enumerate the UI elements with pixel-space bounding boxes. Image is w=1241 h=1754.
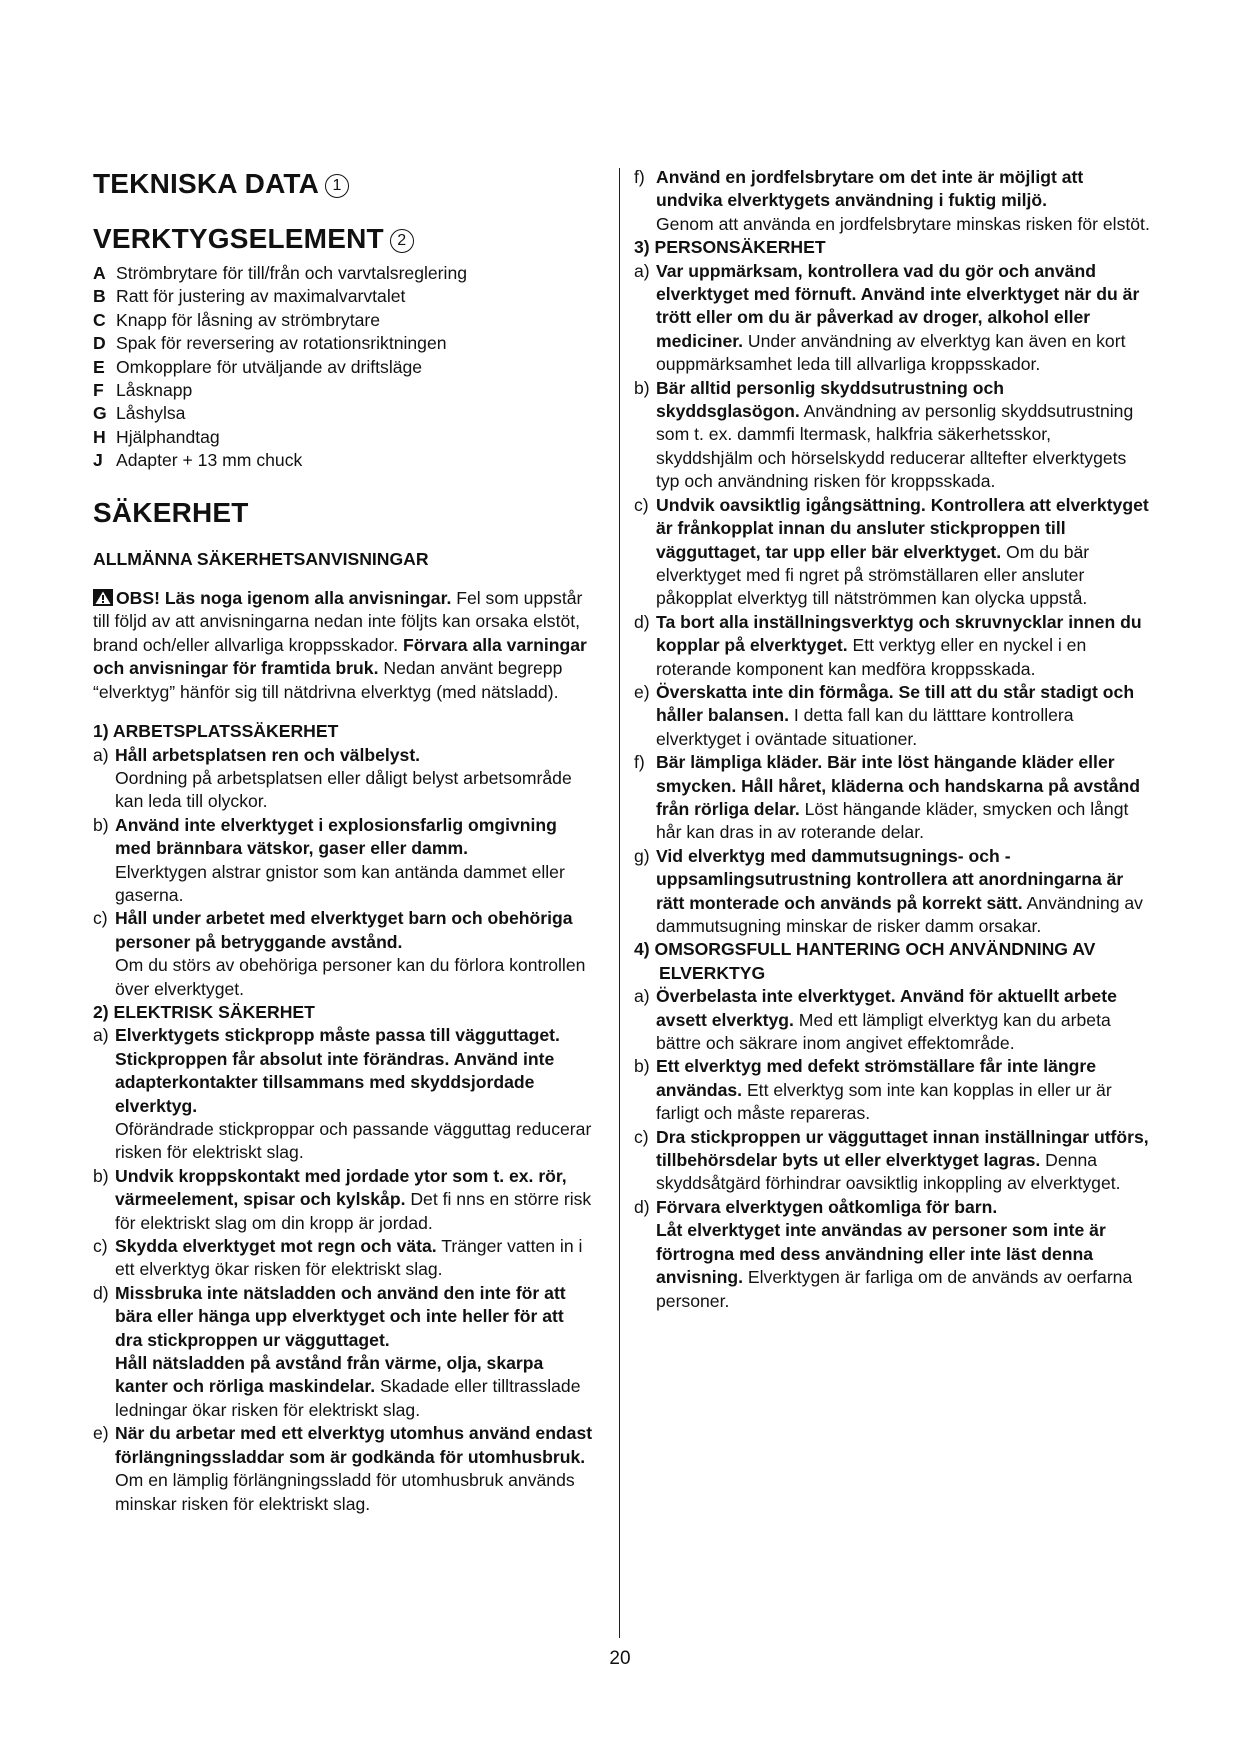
list-item: g) Vid elverktyg med dammutsugnings- och -uppsamlingsutrustning kontrollera att anordningarna är rätt monterade och används på korrekt sätt. Användning av dammutsugning minskar de risker damm orsakar. <box>634 845 1143 936</box>
list-item: b) Undvik kroppskontakt med jordade ytor som t. ex. rör, värmeelement, spisar och kylskåp. Det fi nns en större risk för elektriskt slag om din kropp är jordad. <box>93 1165 592 1233</box>
left-column <box>93 166 595 1516</box>
column-divider <box>619 168 620 1638</box>
list-item: a) Var uppmärksam, kontrollera vad du gör och använd elverktyget med förnuft. Använd inte elverktyget när du är trött eller om du är påverkad av droger, alkohol eller mediciner. Under användning av elverktyg kan även en kort ouppmärksamhet leda till allvarliga kroppsskador. <box>634 260 1140 375</box>
list-item: e) Överskatta inte din förmåga. Se till att du står stadigt och håller balansen. I detta fall kan du lätttare kontrollera elverktyget i oväntade situationer. <box>634 681 1135 749</box>
element-list <box>93 262 595 473</box>
figure-ref-badge: 2 <box>390 229 414 253</box>
list-item: b) Ett elverktyg med defekt strömställare får inte längre användas. Ett elverktyg som inte kan kopplas in eller ur är farligt och måste repareras. <box>634 1056 1112 1124</box>
heading-verktygselement: VERKTYGSELEMENT 2 <box>93 221 595 256</box>
list-item: f) Använd en jordfelsbrytare om det inte är möjligt att undvika elverktygets användning i fuktig miljö. Genom att använda en jordfelsbrytare minskas risken för elstöt. <box>634 167 1150 234</box>
list-item: C Knapp för låsning av strömbrytare <box>93 309 381 330</box>
list-item: c) Undvik oavsiktlig igångsättning. Kontrollera att elverktyget är frånkopplat innan du ansluter stickproppen till vägguttaget, tar upp eller bär elverktyget. Om du bär elverktyget med fi ngret på strömställaren eller ansluter påkopplat elverktyg till nätströmmen kan olycka uppstå. <box>634 494 1149 609</box>
list-item: b) Bär alltid personlig skyddsutrustning och skyddsglasögon. Användning av personlig skyddsutrustning som t. ex. dammfi ltermask, halkfria säkerhetsskor, skyddshjälm och hörselskydd reducerar alltefter elverktygets typ och användning risken för kroppsskada. <box>634 377 1134 492</box>
page-number: 20 <box>609 1648 631 1669</box>
list-item: c) Skydda elverktyget mot regn och väta. Tränger vatten in i ett elverktyg ökar risken för elektriskt slag. <box>93 1236 583 1280</box>
list-item: a) Elverktygets stickpropp måste passa till vägguttaget. Stickproppen får absolut inte förändras. Använd inte adapterkontakter tillsammans med skyddsjordade elverktyg. Oförändrade stickproppar och passande vägguttag reducerar risken för elektriskt slag. <box>93 1025 592 1163</box>
heading-sakerhet: SÄKERHET <box>93 496 249 528</box>
section-title: 3) PERSONSÄKERHET <box>634 237 826 258</box>
list-item: e) När du arbetar med ett elverktyg utomhus använd endast förlängningssladdar som är godkända för utomhusbruk. Om en lämplig förlängningssladd för utomhusbruk används minskar risken för elektriskt slag. <box>93 1423 593 1514</box>
list-item: d) Förvara elverktygen oåtkomliga för barn. Låt elverktyget inte användas av personer som inte är förtrogna med dess användning eller inte läst denna anvisning. Elverktygen är farliga om de används av oerfarna personer. <box>634 1196 1133 1311</box>
list-item: E Omkopplare för utväljande av driftsläge <box>93 356 423 377</box>
section-title: 4) OMSORGSFULL HANTERING OCH ANVÄNDNING AV ELVERKTYG <box>634 939 1096 983</box>
list-item: G Låshylsa <box>93 403 186 424</box>
list-item: c) Dra stickproppen ur vägguttaget innan inställningar utförs, tillbehörsdelar byts ut eller elverktyget lagras. Denna skyddsåtgärd förhindrar oavsiktlig inkoppling av elverktyget. <box>634 1126 1149 1194</box>
section-title: 2) ELEKTRISK SÄKERHET <box>93 1001 315 1022</box>
list-item: d) Missbruka inte nätsladden och använd den inte för att bära eller hänga upp elverktyget och inte heller för att dra stickproppen ur vägguttaget. Håll nätsladden på avstånd från värme, olja, skarpa kanter och rörliga maskindelar. Skadade eller tilltrasslade ledningar ökar risken för elektriskt slag. <box>93 1282 581 1420</box>
right-column <box>634 166 1152 1313</box>
heading-tekniska-data: TEKNISKA DATA 1 <box>93 166 595 201</box>
list-item: a) Håll arbetsplatsen ren och välbelyst. Oordning på arbetsplatsen eller dåligt belyst arbetsområde kan leda till olyckor. <box>93 744 572 812</box>
list-item: J Adapter + 13 mm chuck <box>93 450 303 471</box>
list-item: c) Håll under arbetet med elverktyget barn och obehöriga personer på betryggande avstånd. Om du störs av obehöriga personer kan du förlora kontrollen över elverktyget. <box>93 908 586 999</box>
list-item: D Spak för reversering av rotationsriktningen <box>93 333 447 354</box>
list-item: H Hjälphandtag <box>93 426 220 447</box>
warning-icon <box>93 589 113 606</box>
list-item: F Låsknapp <box>93 380 193 401</box>
list-item: b) Använd inte elverktyget i explosionsfarlig omgivning med brännbara vätskor, gaser eller damm. Elverktygen alstrar gnistor som kan antända dammet eller gaserna. <box>93 814 565 905</box>
list-item: f) Bär lämpliga kläder. Bär inte löst hängande kläder eller smycken. Håll håret, kläderna och handskarna på avstånd från rörliga delar. Löst hängande kläder, smycken och långt hår kan dras in av roterande delar. <box>634 752 1141 843</box>
list-item: d) Ta bort alla inställningsverktyg och skruvnycklar innen du kopplar på elverktyget. Ett verktyg eller en nyckel i en roterande komponent kan medföra kroppsskada. <box>634 611 1142 679</box>
figure-ref-badge: 1 <box>325 174 349 198</box>
list-item: A Strömbrytare för till/från och varvtalsreglering <box>93 263 468 283</box>
list-item: a) Överbelasta inte elverktyget. Använd för aktuellt arbete avsett elverktyg. Med ett lämpligt elverktyg kan du arbeta bättre och säkrare inom angivet effektområde. <box>634 986 1117 1054</box>
intro-paragraph: OBS! Läs noga igenom alla anvisningar. Fel som uppstår till följd av att anvisningarna nedan inte följts kan orsaka elstöt, brand och/eller allvarliga kroppsskador. Förvara alla varningar och anvisningar för framtida bruk. Nedan använt begrepp “elverktyg” hänför sig till nätdrivna elverktyg (med nätsladd). <box>93 588 587 702</box>
list-item: B Ratt för justering av maximalvarvtalet <box>93 286 406 307</box>
section-title: 1) ARBETSPLATSSÄKERHET <box>93 721 339 742</box>
heading-allmanna: ALLMÄNNA SÄKERHETSANVISNINGAR <box>93 548 429 569</box>
